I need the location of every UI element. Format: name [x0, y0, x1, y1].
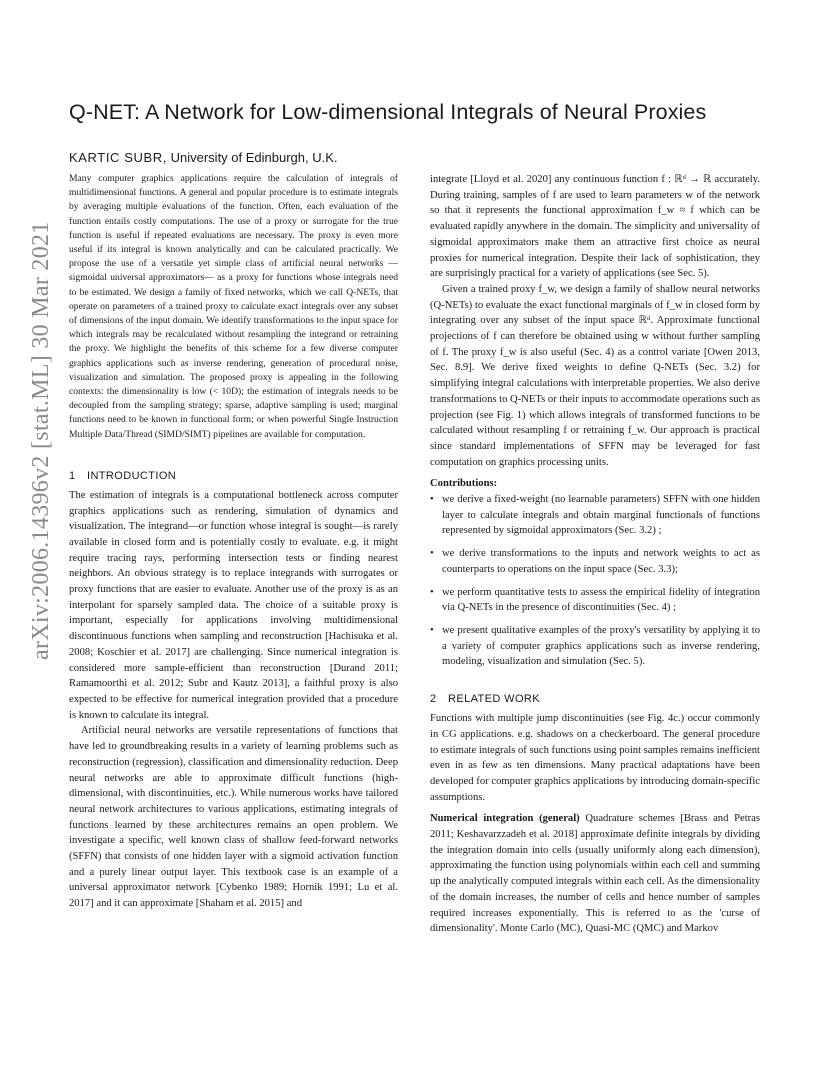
- bullet-icon: •: [430, 624, 434, 636]
- section-heading-introduction: [69, 470, 398, 482]
- intro-paragraph-2: Artificial neural networks are versatile representations of functions that have led to groundbreaking results in a variety of learning problems such as reconstruction (regression), classification and dimensionality reduction. Deep neural networks are able to approximate difficult functions (high-dimensional, with discontinuities, etc.). While numerous works have tailored neural network architectures to various applications, estimating integrals of functions learned by these architectures remains an open problem. We investigate a specific, well known class of shallow feed-forward networks (SFFN) that consists of one hidden layer with a sigmoid activation function and a purely linear output layer. This textbook case is an example of a universal approximator network [Cybenko 1989; Hornik 1991; Lu et al. 2017] and it can approximate [Shaham et al. 2015] and: [69, 725, 398, 910]
- right-column: [430, 172, 760, 937]
- section-heading-related-work: [430, 693, 760, 705]
- arxiv-stamp: arXiv:2006.14396v2 [stat.ML] 30 Mar 2021: [28, 221, 54, 660]
- section-number: 2: [430, 693, 437, 706]
- section-title: INTRODUCTION: [87, 469, 177, 482]
- list-item: • we derive transformations to the inputs and network weights to act as counterparts to operations on the input space (Sec. 3.3);: [430, 548, 760, 575]
- right-paragraph-1: integrate [Lloyd et al. 2020] any continuous function f : ℝᵈ → ℝ accurately. During training, samples of f are used to learn parameters w of the network so that it represents the functional approximation f_w ≈ f which can be evaluated rapidly anywhere in the domain. The simplicity and universality of sigmoidal approximators make them an attractive first choice as neural proxies for numerical integration. Despite their lack of sophistication, they are surprisingly practical for a variety of applications (see Sec. 5).: [430, 174, 760, 280]
- contributions-list: [430, 492, 760, 670]
- left-column: [69, 172, 398, 912]
- list-item: • we perform quantitative tests to assess the empirical fidelity of integration via Q-NETs in the presence of discontinuities (Sec. 4) ;: [430, 586, 760, 614]
- related-paragraph-1: Functions with multiple jump discontinuities (see Fig. 4c.) occur commonly in CG applications. e.g. shadows on a checkerboard. The general procedure to estimate integrals of such functions using point samples remains inefficient even in as few as ten dimensions. Many practical adaptations have been developed for computer graphics applications by introducing domain-specific assumptions.: [430, 713, 760, 803]
- bullet-icon: •: [430, 548, 434, 560]
- list-item: • we present qualitative examples of the proxy's versatility by applying it to a variety of computer graphics applications such as inverse rendering, modeling, visualization and simulation (Sec. 5).: [430, 624, 760, 668]
- section-number: 1: [69, 469, 76, 482]
- section-title: RELATED WORK: [448, 693, 540, 706]
- bullet-icon: •: [430, 586, 434, 598]
- numerical-integration-paragraph: [430, 811, 760, 937]
- author-line: [69, 150, 769, 165]
- right-paragraph-2: Given a trained proxy f_w, we design a family of shallow neural networks (Q-NETs) to evaluate the exact functional marginals of f_w in closed form by integrating over any subset of the input space ℝᵈ. Approximate functional projections of f can therefore be obtained using w without further sampling of f. The proxy f_w is also useful (Sec. 4) as a control variate [Owen 2013, Sec. 8.9]. We derive fixed weights to define Q-NETs (Sec. 3.2) for simplifying integral calculations with interpretable properties. We also derive transformations to Q-NETs or their inputs to accommodate operations such as projection (see Fig. 1) which allows integrals of transformed functions to be calculated without resampling f or retraining f_w. Our approach is practical since standard implementations of SFFN may be leveraged for fast computation on graphics processing units.: [430, 283, 760, 468]
- list-item: • we derive a fixed-weight (no learnable parameters) SFFN with one hidden layer to calculate integrals and obtain marginal functionals of functions represented by sigmoidal approximators (Sec. 3.2) ;: [430, 494, 760, 537]
- paragraph-text: Quadrature schemes [Brass and Petras 2011; Keshavarzzadeh et al. 2018] approximate definite integrals by dividing the integration domain into cells (usually uniformly along each dimension), approximating the function using polynomials within each cell and summing up the analytically computed integrals within each cell. As the dimensionality of the domain increases, the number of cells and hence number of samples required increases exponentially. This is referred to as the 'curse of dimensionality'. Monte Carlo (MC), Quasi-MC (QMC) and Markov: [430, 813, 760, 935]
- contributions-label: Contributions:: [430, 478, 498, 490]
- abstract: Many computer graphics applications require the calculation of integrals of multidimensional functions. A general and popular procedure is to estimate integrals by averaging multiple evaluations of the function. Often, each evaluation of the function entails costly computations. The use of a proxy or surrogate for the true function is useful if repeated evaluations are necessary. The proxy is even more useful if its integral is known analytically and can be calculated practically. We propose the use of a versatile yet simple class of artificial neural networks —sigmoidal universal approximators— as a proxy for functions whose integrals need to be estimated. We design a family of fixed networks, which we call Q-NETs, that operate on parameters of a trained proxy to calculate exact integrals over any subset of dimensions of the input domain. We identify transformations to the input space for which integrals may be recalculated without resampling the integrand or retraining the proxy. We highlight the benefits of this scheme for a few diverse computer graphics applications such as inverse rendering, generation of procedural noise, visualization and simulation. The proposed proxy is appealing in the following contexts: the dimensionality is low (< 10D); the estimation of integrals needs to be decoupled from the sampling strategy; sparse, adaptive sampling is used; marginal functions need to be known in functional form; or when powerful Single Instruction Multiple Data/Thread (SIMD/SIMT) pipelines are available for computation.: [69, 173, 398, 440]
- author-affiliation: University of Edinburgh, U.K.: [170, 150, 338, 165]
- paper-title: Q-NET: A Network for Low-dimensional Integrals of Neural Proxies: [69, 100, 707, 124]
- author-name: KARTIC SUBR,: [69, 150, 167, 165]
- paragraph-label: Numerical integration (general): [430, 813, 580, 825]
- intro-paragraph-1: The estimation of integrals is a computational bottleneck across computer graphics applications such as rendering, simulation of dynamics and visualization. The integrand—or function whose integral is sought—is rarely available in closed form and is potentially costly to evaluate. e.g. it might require tracing rays, performing intersection tests or finding nearest neighbors. An obvious strategy is to replace integrands with surrogates or proxy functions that are easier to evaluate. Another use of the proxy is as an interpolant for sparsely sampled data. The choice of a suitable proxy is important, especially for applications involving multidimensional discontinuous functions when sampling and reconstruction [Hachisuka et al. 2008; Koschier et al. 2017] are challenging. Since numerical integration is considered more sample-efficient than reconstruction [Durand 2011; Ramamoorthi et al. 2012; Subr and Kautz 2013], a faithful proxy is also expected to be effective for numerical integration provided that a procedure is known to calculate its integral.: [69, 489, 398, 721]
- bullet-icon: •: [430, 494, 434, 506]
